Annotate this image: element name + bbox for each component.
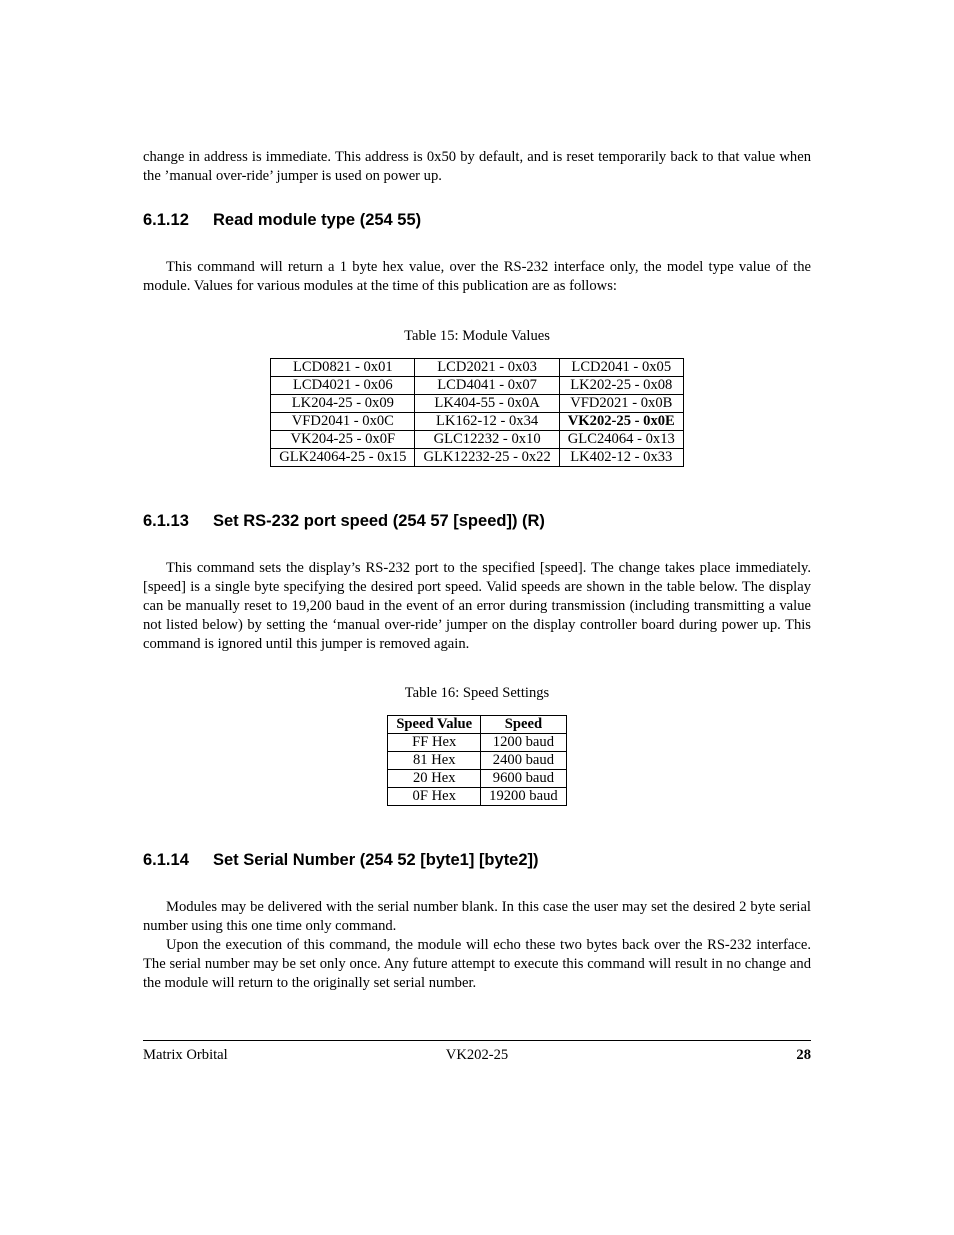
section-heading-6-1-13 — [143, 511, 811, 531]
section-6-1-13-paragraph: This command sets the display’s RS-232 port to the specified [speed]. The change takes place immediately. [speed] is a single byte specifying the desired port speed. Valid speeds are shown in the table below. The display can be manually reset to 19,200 baud in the event of an error during transmission (including transmitting a value not listed below) by setting the ‘manual over-ride’ jumper on the display controller board during power up. This command is ignored until this jumper is removed again. — [143, 560, 811, 652]
table-16-caption: Table 16: Speed Settings — [404, 685, 550, 701]
table-cell: LK402-12 - 0x33 — [559, 449, 683, 467]
section-6-1-14-paragraph-1: Modules may be delivered with the serial number blank. In this case the user may set the desired 2 byte serial number using this one time only command. — [143, 899, 811, 934]
section-6-1-14-paragraph-2: Upon the execution of this command, the module will echo these two bytes back over the RS-232 interface. The serial number may be set only once. Any future attempt to execute this command will result in no change and the module will return to the originally set serial number. — [143, 937, 811, 991]
table-cell: LK404-55 - 0x0A — [415, 395, 559, 413]
table-cell: VFD2021 - 0x0B — [559, 395, 683, 413]
table-cell: GLC12232 - 0x10 — [415, 431, 559, 449]
table-cell: LCD2041 - 0x05 — [559, 359, 683, 377]
table-cell: 20 Hex — [388, 770, 481, 788]
intro-paragraph: change in address is immediate. This address is 0x50 by default, and is reset temporarily back to that value when the ’manual over-ride’ jumper is used on power up. — [143, 149, 811, 184]
footer-page-number: 28 — [796, 1047, 811, 1063]
section-title: Set RS-232 port speed (254 57 [speed]) (R) — [213, 512, 545, 530]
section-heading-6-1-14 — [143, 850, 811, 870]
table-row — [388, 752, 566, 770]
header-speed-value: Speed Value — [388, 716, 481, 734]
table-cell: 81 Hex — [388, 752, 481, 770]
speed-settings-table — [387, 715, 566, 806]
table-cell: LCD4021 - 0x06 — [271, 377, 415, 395]
table-cell: GLK12232-25 - 0x22 — [415, 449, 559, 467]
section-6-1-12-paragraph: This command will return a 1 byte hex value, over the RS-232 interface only, the model type value of the module. Values for various modules at the time of this publication are as follows: — [143, 259, 811, 294]
table-row — [388, 734, 566, 752]
table-15-caption: Table 15: Module Values — [404, 328, 550, 344]
table-header-row — [388, 716, 566, 734]
table-cell: LK202-25 - 0x08 — [559, 377, 683, 395]
footer-model: VK202-25 — [445, 1047, 509, 1063]
table-cell: 9600 baud — [481, 770, 567, 788]
table-cell: GLK24064-25 - 0x15 — [271, 449, 415, 467]
table-cell: VK204-25 - 0x0F — [271, 431, 415, 449]
table-row — [271, 359, 684, 377]
table-cell: LCD2021 - 0x03 — [415, 359, 559, 377]
table-row — [271, 431, 684, 449]
table-row — [388, 788, 566, 806]
table-cell: GLC24064 - 0x13 — [559, 431, 683, 449]
table-cell: LCD4041 - 0x07 — [415, 377, 559, 395]
table-cell: FF Hex — [388, 734, 481, 752]
module-values-table — [270, 358, 684, 467]
table-cell: LCD0821 - 0x01 — [271, 359, 415, 377]
table-cell: 19200 baud — [481, 788, 567, 806]
table-row — [271, 377, 684, 395]
page-footer — [143, 1040, 811, 1063]
table-row — [271, 395, 684, 413]
table-row — [388, 770, 566, 788]
section-number: 6.1.14 — [143, 851, 189, 869]
section-number: 6.1.12 — [143, 211, 189, 229]
section-heading-6-1-12 — [143, 210, 811, 230]
table-cell: LK162-12 - 0x34 — [415, 413, 559, 431]
document-body — [143, 148, 811, 993]
section-title: Read module type (254 55) — [213, 211, 422, 229]
table-cell: 0F Hex — [388, 788, 481, 806]
table-row — [271, 449, 684, 467]
header-speed: Speed — [481, 716, 567, 734]
section-number: 6.1.13 — [143, 512, 189, 530]
table-cell: 2400 baud — [481, 752, 567, 770]
table-cell: VFD2041 - 0x0C — [271, 413, 415, 431]
table-cell: LK204-25 - 0x09 — [271, 395, 415, 413]
footer-company: Matrix Orbital — [143, 1047, 228, 1063]
section-title: Set Serial Number (254 52 [byte1] [byte2]) — [213, 851, 539, 869]
table-cell: VK202-25 - 0x0E — [559, 413, 683, 431]
table-row — [271, 413, 684, 431]
table-cell: 1200 baud — [481, 734, 567, 752]
